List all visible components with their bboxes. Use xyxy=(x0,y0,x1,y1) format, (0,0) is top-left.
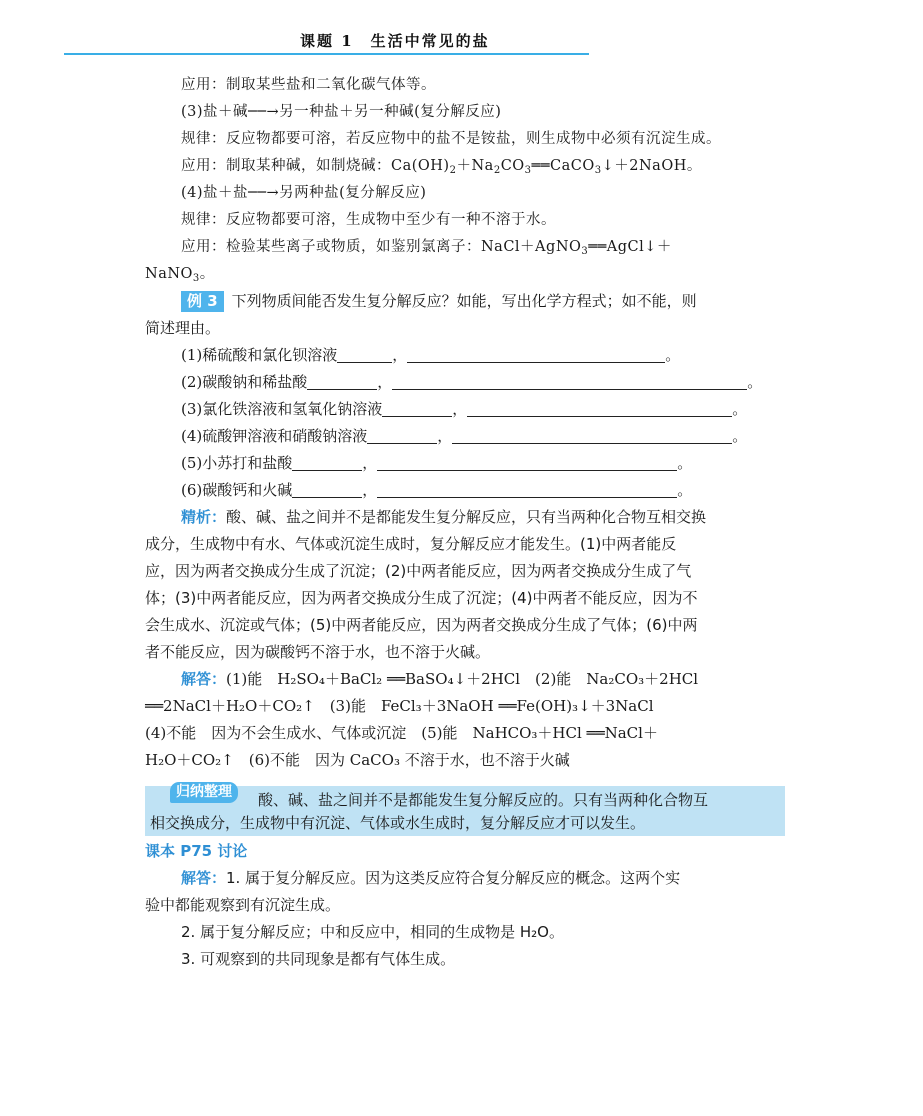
example-question xyxy=(145,288,785,315)
answer-line: H₂O＋CO₂↑ (6)不能 因为 CaCO₃ 不溶于水，也不溶于火碱 xyxy=(145,751,570,769)
punct: ， xyxy=(377,373,393,391)
text-line: NaNO$_3$。 xyxy=(145,266,215,284)
punct: ， xyxy=(362,454,378,472)
text-line: 应用：制取某种碱，如制烧碱：$Ca(OH)_2+Na_2CO_3══CaCO_3↓+2NaOH$。 xyxy=(181,158,702,176)
punct: 。 xyxy=(677,454,693,472)
text-fragment: ══CaCO xyxy=(531,158,595,174)
question-item xyxy=(145,396,785,423)
item-label: (3)氯化铁溶液和氢氧化钠溶液 xyxy=(181,400,383,418)
discussion-line xyxy=(145,865,785,892)
answer-blank xyxy=(382,399,452,417)
answer-blank xyxy=(337,345,392,363)
text-fragment: 应用：制取某种碱，如制烧碱：Ca(OH) xyxy=(181,158,450,174)
answer-label: 解答： xyxy=(181,869,227,887)
header-rule xyxy=(64,53,589,55)
punct: ， xyxy=(437,427,453,445)
summary-box xyxy=(145,786,785,836)
text-line: 规律：反应物都要可溶，若反应物中的盐不是铵盐，则生成物中必须有沉淀生成。 xyxy=(181,131,721,147)
text-fragment: ══AgCl↓＋ xyxy=(588,239,672,255)
discussion-text: 1. 属于复分解反应。因为这类反应符合复分解反应的概念。这两个实 xyxy=(226,869,681,887)
punct: ， xyxy=(362,481,378,499)
analysis-line: 应，因为两者交换成分生成了沉淀；(2)中两者能反应，因为两者交换成分生成了气 xyxy=(145,562,692,580)
discussion-title: 课本 P75 讨论 xyxy=(145,842,248,860)
question-text: 下列物质间能否发生复分解反应？如能，写出化学方程式；如不能，则 xyxy=(231,292,697,310)
punct: 。 xyxy=(732,400,748,418)
main-content xyxy=(145,72,785,774)
answer-blank xyxy=(392,372,747,390)
answer-blank xyxy=(377,480,677,498)
punct: 。 xyxy=(665,346,681,364)
punct: 。 xyxy=(677,481,693,499)
discussion-line: 3. 可观察到的共同现象是都有气体生成。 xyxy=(181,950,456,968)
text-fragment: 应用：检验某些离子或物质，如鉴别氯离子：NaCl＋AgNO xyxy=(181,239,582,255)
analysis-line: 会生成水、沉淀或气体；(5)中两者能反应，因为两者交换成分生成了气体；(6)中两 xyxy=(145,616,698,634)
summary-badge: 归纳整理 xyxy=(170,782,238,803)
text-fragment: ↓＋2NaOH。 xyxy=(601,158,702,174)
summary-text: 酸、碱、盐之间并不是都能发生复分解反应的。只有当两种化合物互 xyxy=(258,791,709,809)
item-label: (4)硫酸钾溶液和硝酸钠溶液 xyxy=(181,427,368,445)
analysis-line: 者不能反应，因为碳酸钙不溶于水，也不溶于火碱。 xyxy=(145,643,491,661)
question-item xyxy=(145,423,785,450)
answer-line: ══2NaCl＋H₂O＋CO₂↑ (3)能 FeCl₃＋3NaOH ══Fe(OH)₃↓＋3NaCl xyxy=(145,697,654,715)
punct: 。 xyxy=(747,373,763,391)
text-fragment: CO xyxy=(500,158,525,174)
answer-blank xyxy=(407,345,665,363)
answer-blank xyxy=(452,426,732,444)
answer-blank xyxy=(292,480,362,498)
item-label: (6)碳酸钙和火碱 xyxy=(181,481,293,499)
discussion-section xyxy=(145,838,785,973)
text-fragment: ＋Na xyxy=(456,158,494,174)
question-item xyxy=(145,477,785,504)
analysis-text: 酸、碱、盐之间并不是都能发生复分解反应，只有当两种化合物互相交换 xyxy=(226,508,707,526)
summary-text: 相交换成分，生成物中有沉淀、气体或水生成时，复分解反应才可以发生。 xyxy=(150,814,646,832)
item-label: (2)碳酸钠和稀盐酸 xyxy=(181,373,308,391)
answer-line xyxy=(145,666,785,693)
answer-text: (1)能 H₂SO₄＋BaCl₂ ══BaSO₄↓＋2HCl (2)能 Na₂CO₃＋2HCl xyxy=(226,670,699,688)
punct: ， xyxy=(392,346,408,364)
answer-blank xyxy=(292,453,362,471)
item-label: (1)稀硫酸和氯化钡溶液 xyxy=(181,346,338,364)
page-title: 课题 1 生活中常见的盐 xyxy=(300,32,490,50)
question-item xyxy=(145,342,785,369)
text-line: 规律：反应物都要可溶，生成物中至少有一种不溶于水。 xyxy=(181,212,556,228)
analysis-label: 精析： xyxy=(181,508,227,526)
discussion-line: 2. 属于复分解反应；中和反应中，相同的生成物是 H₂O。 xyxy=(181,923,564,941)
question-item xyxy=(145,369,785,396)
punct: 。 xyxy=(732,427,748,445)
text-line: (3)盐＋碱──→另一种盐＋另一种碱(复分解反应) xyxy=(181,104,502,120)
question-item xyxy=(145,450,785,477)
question-text: 简述理由。 xyxy=(145,319,221,337)
page-header xyxy=(0,0,923,58)
answer-blank xyxy=(367,426,437,444)
text-line: 应用：制取某些盐和二氧化碳气体等。 xyxy=(181,77,436,93)
answer-label: 解答： xyxy=(181,670,227,688)
discussion-line: 验中都能观察到有沉淀生成。 xyxy=(145,896,341,914)
analysis-line: 成分，生成物中有水、气体或沉淀生成时，复分解反应才能发生。(1)中两者能反 xyxy=(145,535,677,553)
answer-blank xyxy=(307,372,377,390)
text-fragment: 。 xyxy=(199,266,215,282)
answer-blank xyxy=(377,453,677,471)
analysis-line: 体；(3)中两者能反应，因为两者交换成分生成了沉淀；(4)中两者不能反应，因为不 xyxy=(145,589,698,607)
text-fragment: NaNO xyxy=(145,266,193,282)
analysis-line xyxy=(145,504,785,531)
answer-line: (4)不能 因为不会生成水、气体或沉淀 (5)能 NaHCO₃＋HCl ══NaCl＋ xyxy=(145,724,658,742)
punct: ， xyxy=(452,400,468,418)
text-line: 应用：检验某些离子或物质，如鉴别氯离子：NaCl＋AgNO$_3$══AgCl↓＋ xyxy=(181,239,672,257)
item-label: (5)小苏打和盐酸 xyxy=(181,454,293,472)
text-line: (4)盐＋盐──→另两种盐(复分解反应) xyxy=(181,185,427,201)
example-badge: 例 3 xyxy=(181,291,224,312)
answer-blank xyxy=(467,399,732,417)
